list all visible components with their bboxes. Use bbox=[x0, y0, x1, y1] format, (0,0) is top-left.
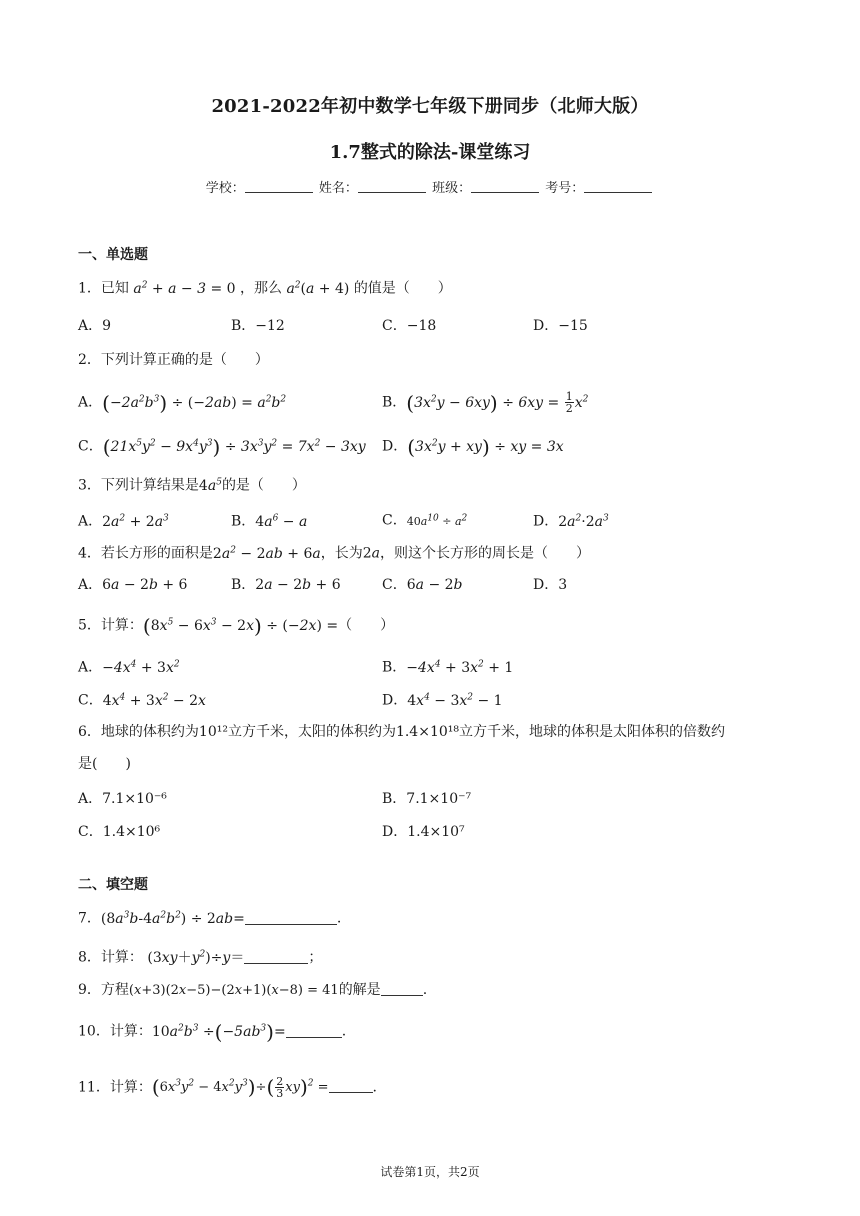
q2-option-a[interactable]: A．$(-2a^2b^3) \div (-2ab) = a^2b^2$ bbox=[78, 390, 287, 415]
q1-equation: $a^2 + a - 3 = 0$ bbox=[133, 280, 236, 297]
q5-option-d[interactable]: D．$4x^4 - 3x^2 - 1$ bbox=[382, 692, 503, 709]
q11-answer-blank[interactable] bbox=[329, 1078, 373, 1093]
question-2: 2．下列计算正确的是（ ） bbox=[78, 352, 269, 368]
q2-option-b[interactable]: B．$(3x^2y - 6xy) \div 6xy$ = $\frac{1}{2}$ $x^2$ bbox=[382, 390, 589, 416]
q3-option-a[interactable]: A．$2a^2 + 2a^3$ bbox=[78, 513, 169, 530]
class-blank[interactable] bbox=[471, 180, 539, 193]
q3-option-d[interactable]: D．$2a^2\cdot 2a^3$ bbox=[533, 513, 609, 530]
q5-option-b[interactable]: B．$-4x^4 + 3x^2 + 1$ bbox=[382, 659, 514, 676]
question-5: 5．计算：$(8x^5 - 6x^3 - 2x) \div (-2x)$ =（ ） bbox=[78, 613, 395, 638]
section-fill-in: 二、填空题 bbox=[78, 877, 148, 893]
question-1: 1．已知 $a^2 + a - 3 = 0$ ，那么 $a^2(a + 4)$ 的值是（ ） bbox=[78, 280, 452, 297]
q1-option-a[interactable]: A．9 bbox=[78, 318, 112, 334]
question-8: 8．计算： $(3xy+y^2)\div y=$ ； bbox=[78, 949, 323, 966]
q3-option-b[interactable]: B．$4a^6 - a$ bbox=[231, 513, 308, 530]
q7-answer-blank[interactable] bbox=[245, 910, 337, 925]
q2-option-c[interactable]: C．$(21x^5y^2 - 9x^4y^3) \div 3x^3y^2 = 7x^2 - 3xy$ bbox=[78, 434, 366, 459]
q4-option-b[interactable]: B．2a − 2b + 6 bbox=[231, 577, 341, 593]
q4-option-c[interactable]: C．6a − 2b bbox=[382, 577, 463, 593]
question-6-line-1: 6．地球的体积约为10¹²立方千米，太阳的体积约为1.4×10¹⁸立方千米，地球的体积是太阳体积的倍数约 bbox=[78, 724, 725, 740]
q6-option-a[interactable]: A．7.1×10⁻⁶ bbox=[78, 791, 167, 807]
q6-option-b[interactable]: B．7.1×10⁻⁷ bbox=[382, 791, 472, 807]
school-label: 学校： bbox=[205, 181, 245, 196]
q2-option-d[interactable]: D．$(3x^2y + xy)$ ÷ xy = 3x bbox=[382, 434, 564, 459]
page-footer: 试卷第1页，共2页 bbox=[380, 1165, 480, 1179]
q5-option-c[interactable]: C．$4x^4 + 3x^2 - 2x$ bbox=[78, 692, 206, 709]
question-10: 10．计算：$10a^2b^3 \div(-5ab^3)=$ . bbox=[78, 1019, 347, 1044]
section-single-choice: 一、单选题 bbox=[78, 247, 148, 263]
q10-answer-blank[interactable] bbox=[286, 1023, 342, 1038]
question-6-line-2: 是( ) bbox=[78, 756, 131, 772]
question-9: 9．方程(x+3)(2x−5)−(2x+1)(x−8) = 41的解是 . bbox=[78, 982, 428, 998]
exam-number-label: 考号： bbox=[545, 181, 585, 196]
question-7: 7．$(8a^3b-4a^2b^2) \div 2ab=$ . bbox=[78, 910, 342, 927]
q4-option-d[interactable]: D．3 bbox=[533, 577, 568, 593]
q6-option-c[interactable]: C．1.4×10⁶ bbox=[78, 824, 161, 840]
name-blank[interactable] bbox=[358, 180, 426, 193]
q3-option-c[interactable]: C．$40a^{10} \div a^2$ bbox=[382, 512, 468, 529]
q9-answer-blank[interactable] bbox=[381, 981, 423, 996]
student-info-line bbox=[0, 177, 860, 196]
exam-title: 2021-2022年初中数学七年级下册同步（北师大版） bbox=[211, 96, 649, 117]
name-label: 姓名： bbox=[318, 181, 358, 196]
exam-subtitle: 1.7整式的除法-课堂练习 bbox=[329, 142, 531, 163]
q4-option-a[interactable]: A．6a − 2b + 6 bbox=[78, 577, 188, 593]
question-3: 3．下列计算结果是$4a^5$的是（ ） bbox=[78, 477, 306, 494]
q1-option-c[interactable]: C．−18 bbox=[382, 318, 437, 334]
question-11: 11．计算：$(6x^3y^2 - 4x^2y^3)\div$( $\frac{2}{3}$ xy)$^2$ = . bbox=[78, 1075, 377, 1101]
q8-answer-blank[interactable] bbox=[244, 949, 308, 964]
exam-number-blank[interactable] bbox=[584, 180, 652, 193]
q6-option-d[interactable]: D．1.4×10⁷ bbox=[382, 824, 465, 840]
q1-option-d[interactable]: D．−15 bbox=[533, 318, 588, 334]
q5-option-a[interactable]: A．$-4x^4 + 3x^2$ bbox=[78, 659, 180, 676]
class-label: 班级： bbox=[432, 181, 472, 196]
q1-expression: $a^2(a + 4)$ bbox=[286, 280, 350, 297]
question-4: 4．若长方形的面积是$2a^2 - 2ab + 6a$，长为2a，则这个长方形的周长是（ ） bbox=[78, 545, 591, 562]
school-blank[interactable] bbox=[245, 180, 313, 193]
q1-option-b[interactable]: B．−12 bbox=[231, 318, 285, 334]
